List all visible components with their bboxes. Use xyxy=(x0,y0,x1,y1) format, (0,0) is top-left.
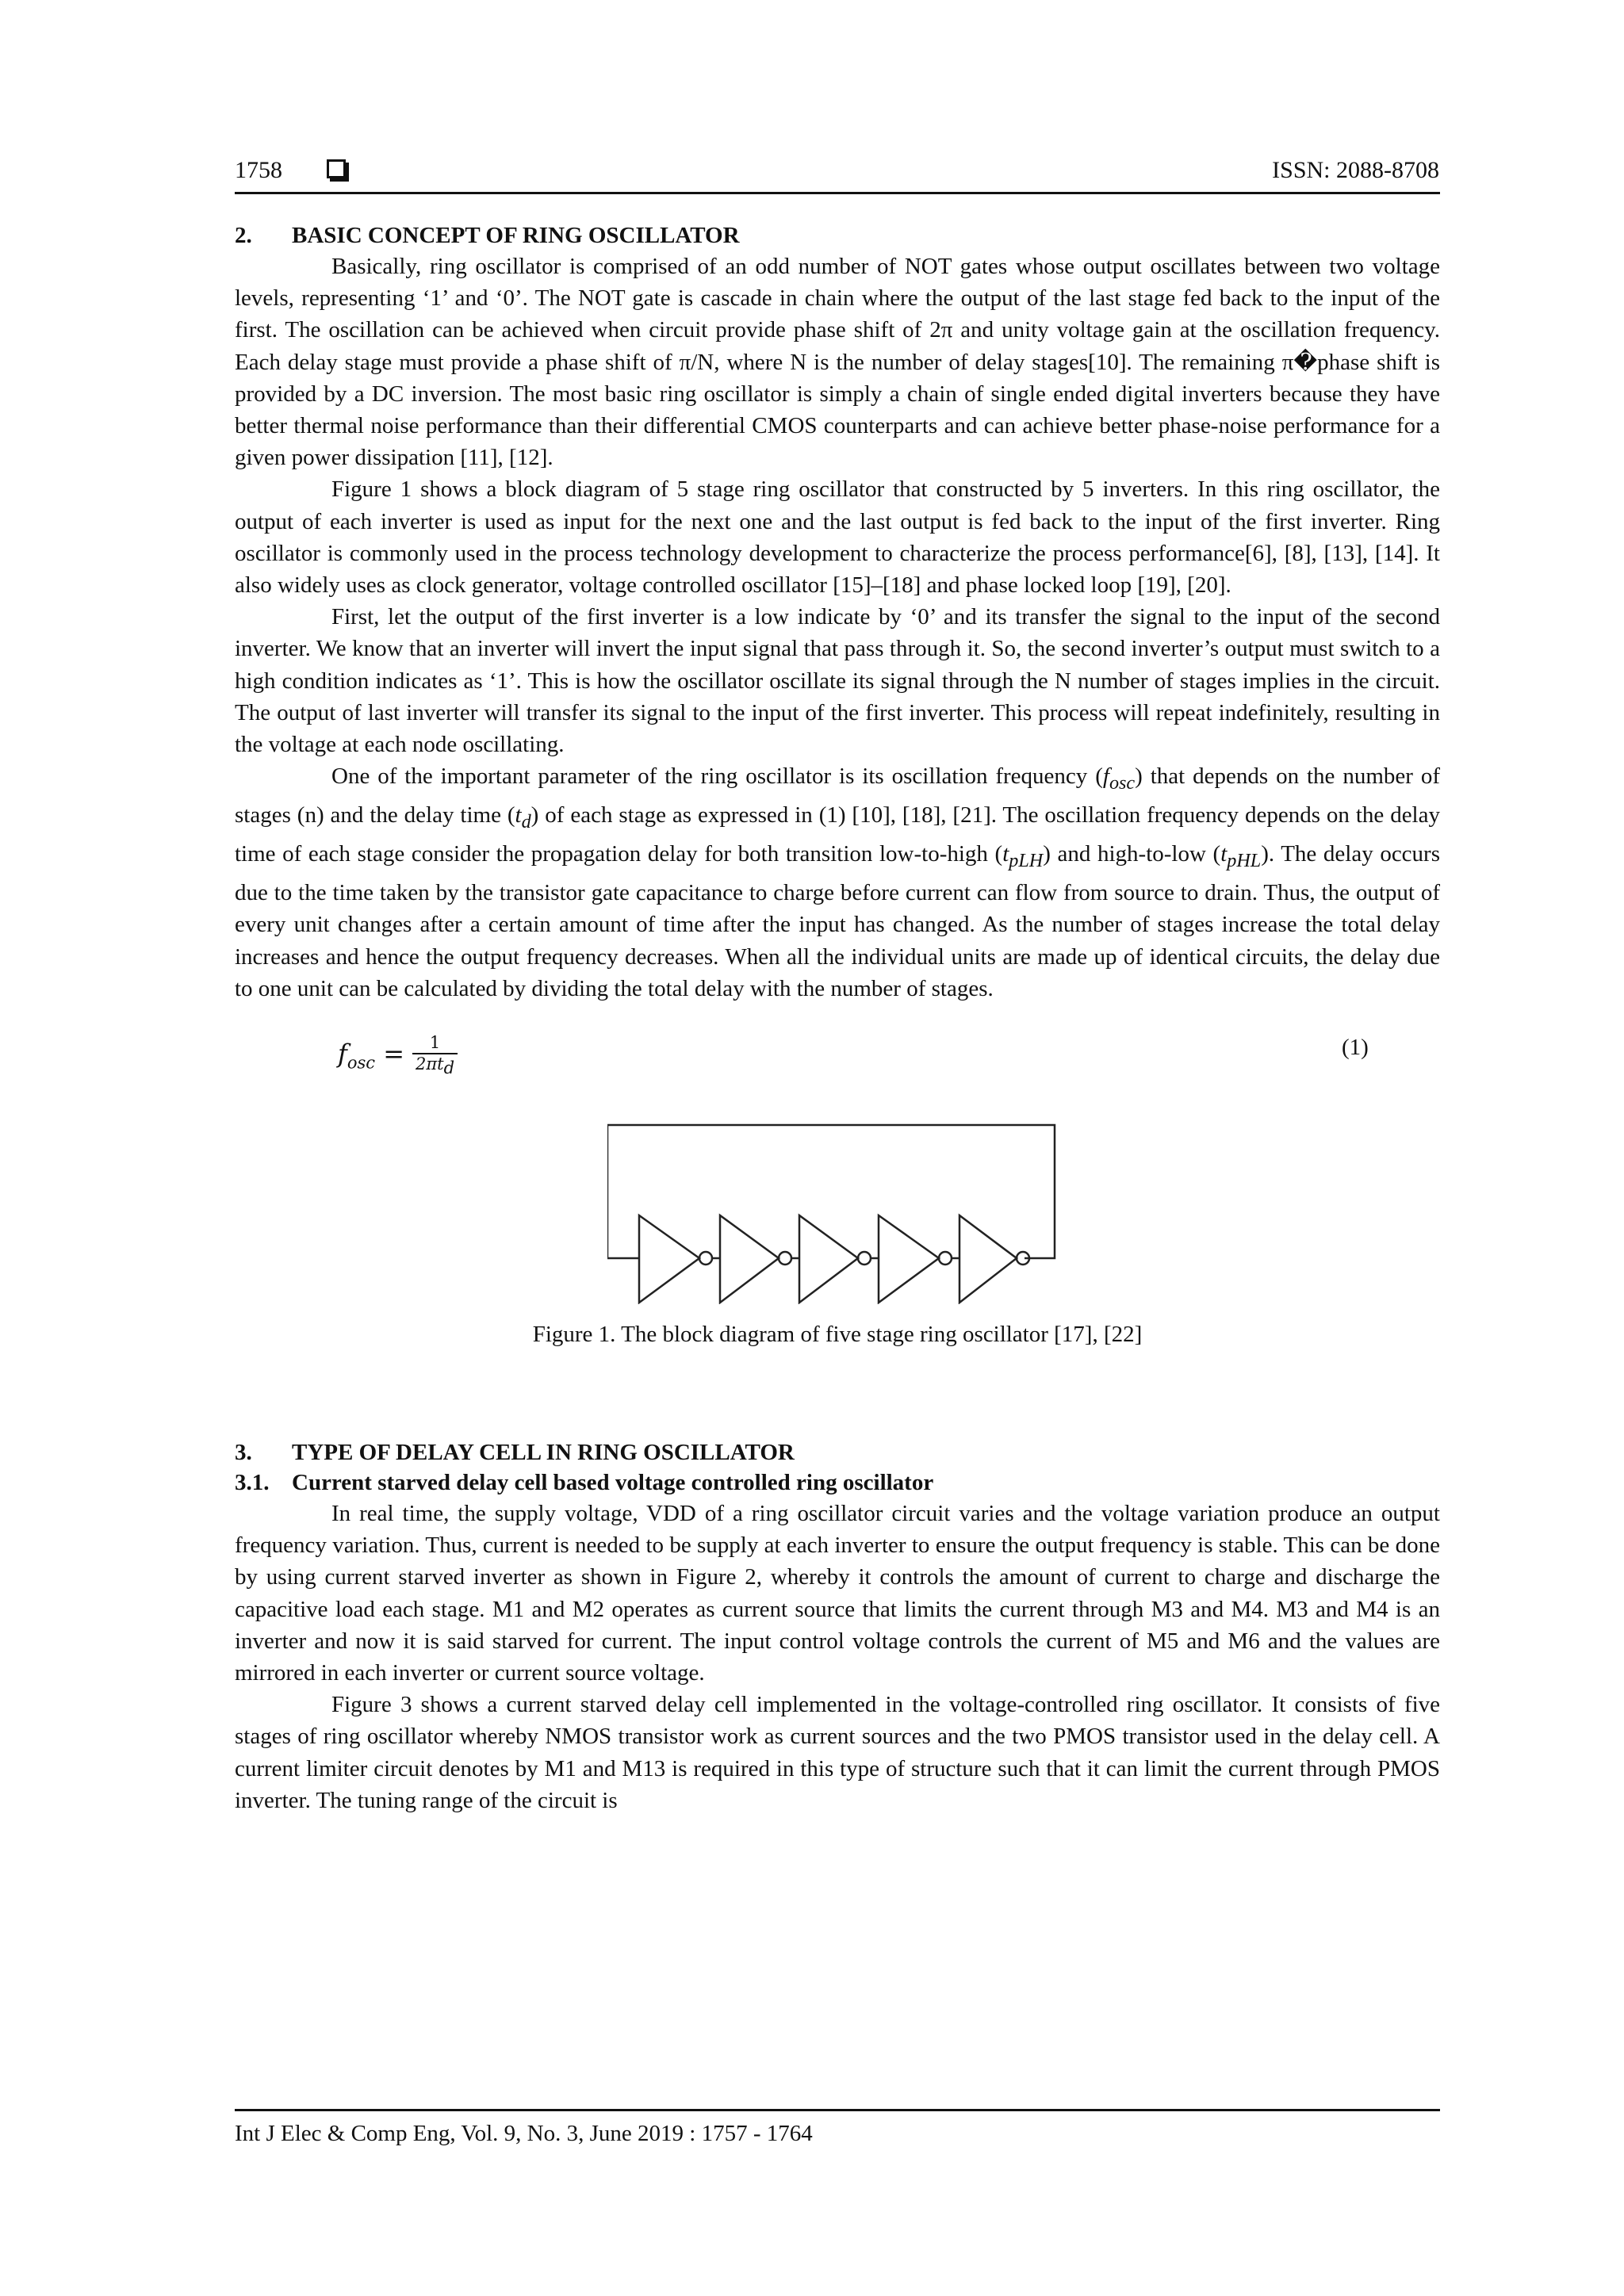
paragraph: Figure 1 shows a block diagram of 5 stage ring oscillator that constructed by 5 inverters. In this ring oscillator, the output of each inverter is used as input for the next one and the last output is fed back to the input of the first inverter. Ring oscillator is commonly used in the process technology development to characterize the process performance[6], [8], [13], [14]. It also widely uses as clock generator, voltage controlled oscillator [15]–[18] and phase locked loop [19], [20]. xyxy=(235,476,1440,599)
section-gap xyxy=(235,1350,1440,1437)
var-subscript: pHL xyxy=(1227,850,1262,872)
section-number: 3. xyxy=(235,1440,252,1466)
section-number: 2. xyxy=(235,223,252,248)
paragraph: In real time, the supply voltage, VDD of a ring oscillator circuit varies and the voltage variation produce an output frequency variation. Thus, current is needed to be supply at each inverter to ensure the output frequency is stable. This can be done by using current starved inverter as shown in Figure 2, whereby it controls the amount of current to charge and discharge the capacitive load each stage. M1 and M2 operates as current source that limits the current through M3 and M4. M3 and M4 is an inverter and now it is said starved for current. The input control voltage controls the current of M5 and M6 and the values are mirrored in each inverter or current source voltage. xyxy=(235,1501,1440,1686)
issn: ISSN: 2088-8708 xyxy=(1272,157,1439,183)
figure-caption: Figure 1. The block diagram of five stage ring oscillator [17], [22] xyxy=(532,1322,1143,1348)
equation-number: (1) xyxy=(1342,1035,1369,1061)
var-subscript: osc xyxy=(1109,772,1136,794)
text-run: ) and high-to-low ( xyxy=(1043,841,1221,867)
paragraph: First, let the output of the first inverter is a low indicate by ‘0’ and its transfer the signal to the input of the second inverter. We know that an inverter will invert the input signal that pass through it. So, the second inverter’s output must switch to a high condition indicates as ‘1’. This is how the oscillator oscillate its signal through the N number of stages implies in the circuit. The output of last inverter will transfer its signal to the input of the first inverter. This process will repeat indefinitely, resulting in the voltage at each node oscillating. xyxy=(235,604,1440,758)
equation-1 xyxy=(235,1028,1440,1085)
text-run: One of the important parameter of the ring oscillator is its oscillation frequency ( xyxy=(331,763,1103,790)
math-var xyxy=(515,802,531,833)
eq-fraction xyxy=(412,1033,458,1078)
var-subscript: pLH xyxy=(1009,850,1044,872)
subsection-heading xyxy=(235,1468,1440,1498)
var-subscript: d xyxy=(521,811,531,833)
eq-denominator-text: 2πt xyxy=(416,1054,444,1074)
footer-rule xyxy=(235,2109,1440,2111)
page-number: 1758 xyxy=(235,157,282,183)
var-symbol: t xyxy=(1002,841,1009,867)
text-run: ) that depends on the number of stages (n) and the delay time ( xyxy=(235,763,1440,828)
section-heading xyxy=(235,220,1440,251)
inverter-1 xyxy=(639,1215,720,1303)
ring-oscillator-diagram xyxy=(607,1117,1067,1304)
inverter-4 xyxy=(879,1215,959,1303)
section-title: BASIC CONCEPT OF RING OSCILLATOR xyxy=(292,223,740,248)
eq-denominator xyxy=(412,1054,458,1078)
eq-sign: = xyxy=(383,1039,405,1070)
section-title: TYPE OF DELAY CELL IN RING OSCILLATOR xyxy=(292,1440,795,1466)
inverter-5 xyxy=(959,1215,1029,1303)
figure-1 xyxy=(235,1117,1440,1307)
subsection-title: Current starved delay cell based voltage controlled ring oscillator xyxy=(292,1470,934,1496)
eq-lhs-subscript: osc xyxy=(347,1053,376,1073)
var-symbol: f xyxy=(1102,763,1109,790)
text-run: ) of each stage as expressed in (1) [10], [18], [21]. The oscillation frequency depends on the delay time of each stage consider the propagation delay for both transition low-to-high ( xyxy=(235,802,1440,867)
paragraph xyxy=(235,760,1440,1004)
math-var xyxy=(1102,763,1136,794)
var-symbol: t xyxy=(515,802,522,828)
inverter-2 xyxy=(720,1215,799,1303)
eq-lhs: f xyxy=(338,1039,347,1070)
paragraph: Basically, ring oscillator is comprised of an odd number of NOT gates whose output oscillates between two voltage levels, representing ‘1’ and ‘0’. The NOT gate is cascade in chain where the output of the last stage fed back to the input of the first. The oscillation can be achieved when circuit provide phase shift of 2π and unity voltage gain at the oscillation frequency. Each delay stage must provide a phase shift of π/N, where N is the number of delay stages[10]. The remaining π⁠�phase shift is provided by a DC inversion. The most basic ring oscillator is simply a chain of single ended digital inverters because they have better thermal noise performance than their differential CMOS counterparts and can achieve better phase-noise performance for a given power dissipation [11], [12]. xyxy=(235,254,1440,471)
equation-formula xyxy=(338,1033,458,1078)
var-symbol: t xyxy=(1220,841,1228,867)
eq-numerator: 1 xyxy=(412,1033,458,1054)
page-body xyxy=(235,220,1440,1816)
section-heading xyxy=(235,1437,1440,1468)
header-rule xyxy=(235,192,1440,194)
inverter-3 xyxy=(799,1215,879,1303)
paragraph: Figure 3 shows a current starved delay cell implemented in the voltage-controlled ring oscillator. It consists of five stages of ring oscillator whereby NMOS transistor work as current sources and the two PMOS transistor used in the delay cell. A current limiter circuit denotes by M1 and M13 is required in this type of structure such that it can limit the current through PMOS inverter. The tuning range of the circuit is xyxy=(235,1692,1440,1813)
math-var xyxy=(1002,841,1044,872)
subsection-number: 3.1. xyxy=(235,1470,270,1496)
checkbox-glyph-icon xyxy=(327,159,346,178)
eq-denominator-subscript: d xyxy=(443,1058,455,1078)
footer-citation: Int J Elec & Comp Eng, Vol. 9, No. 3, June 2019 : 1757 - 1764 xyxy=(235,2121,813,2146)
math-var xyxy=(1220,841,1262,872)
text-run: ). The delay occurs due to the time taken by the transistor gate capacitance to charge before current can flow from source to drain. Thus, the output of every unit changes after a certain amount of time after the input has changed. As the number of stages increase the total delay increases and hence the output frequency decreases. When all the individual units are made up of identical circuits, the delay due to one unit can be calculated by dividing the total delay with the number of stages. xyxy=(235,841,1440,1001)
